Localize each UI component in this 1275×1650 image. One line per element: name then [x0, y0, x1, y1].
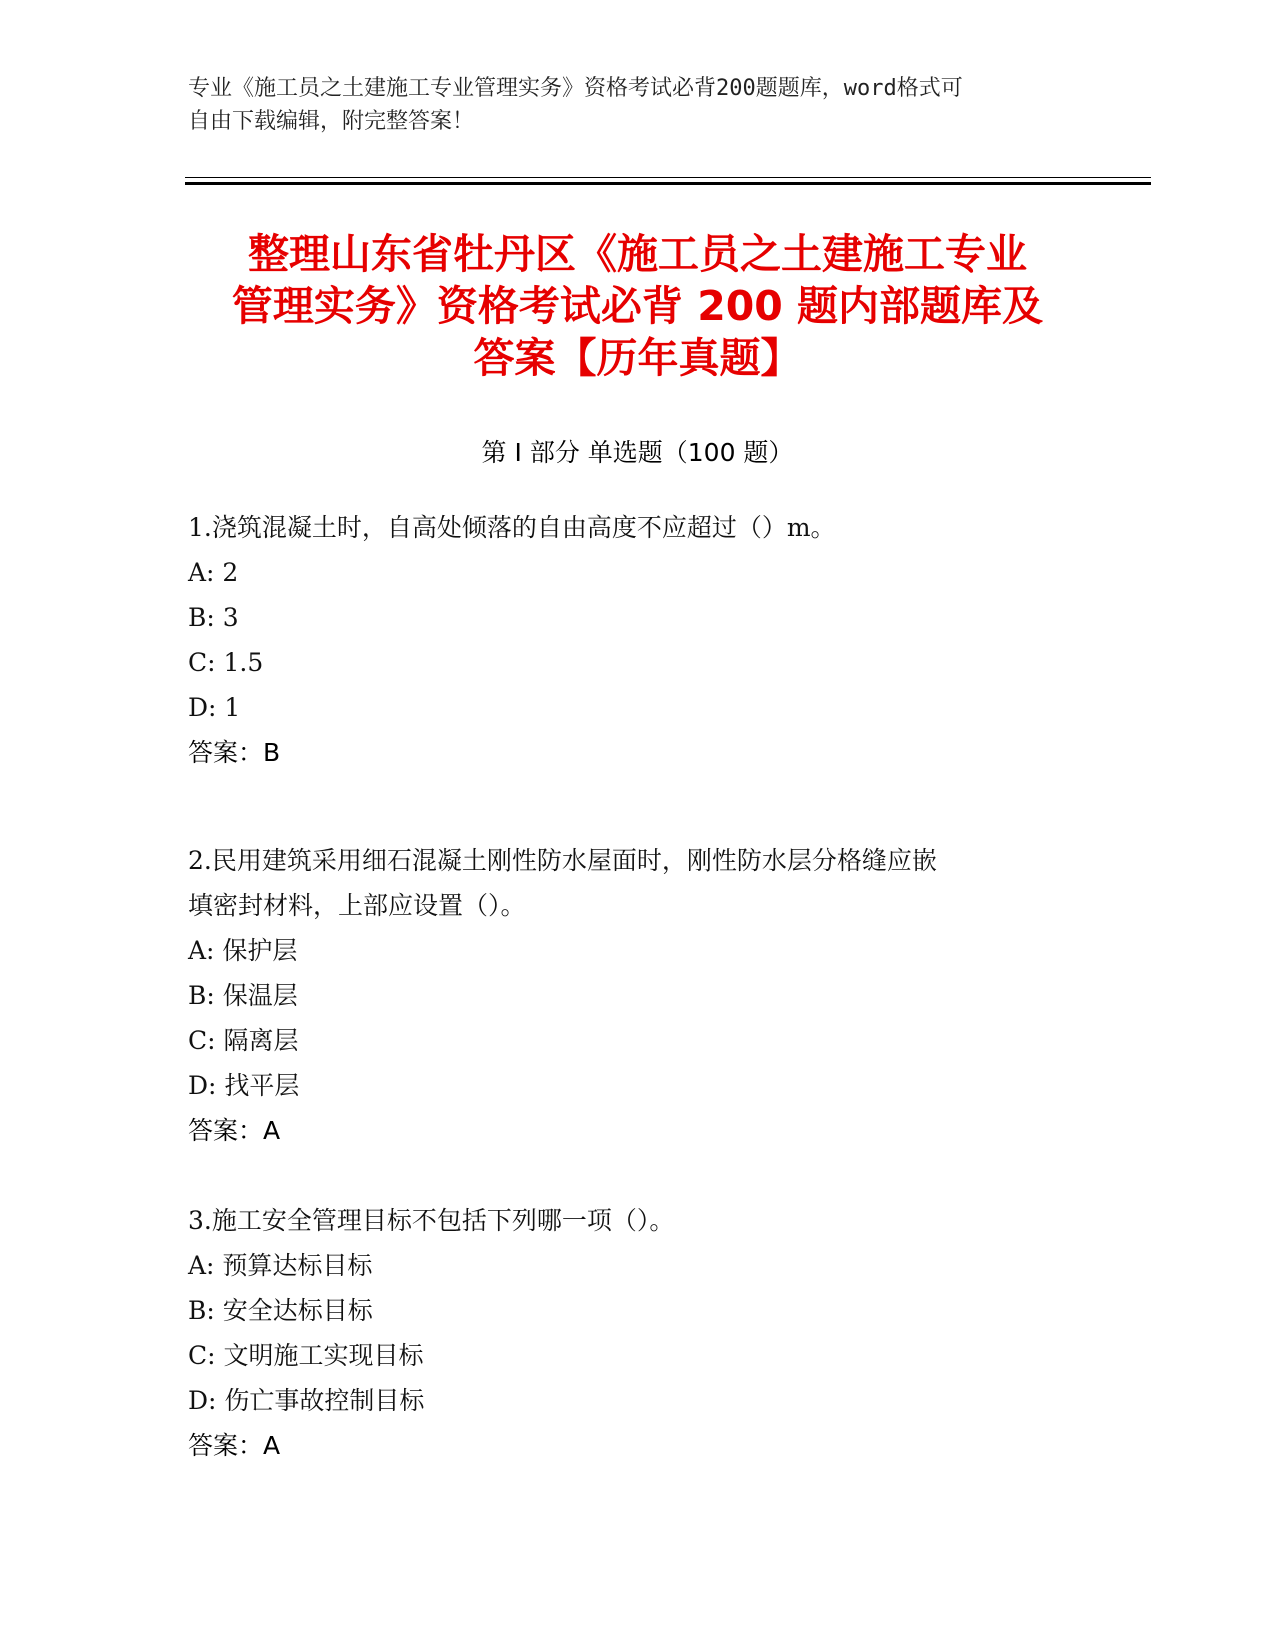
- document-title-line-2: 管理实务》资格考试必背 200 题内部题库及: [231, 282, 1044, 330]
- option-c: C: 1.5: [188, 648, 264, 677]
- option-d: D: 1: [188, 693, 241, 722]
- document-title-line-3: 答案【历年真题】: [473, 334, 802, 382]
- option-b: B: 安全达标目标: [188, 1296, 373, 1325]
- header-note: [188, 72, 1088, 138]
- header-divider-thin: [185, 177, 1151, 178]
- question-3: [188, 1198, 1088, 1468]
- option-d: D: 伤亡事故控制目标: [188, 1386, 425, 1415]
- question-2: [188, 838, 1088, 1153]
- question-stem-line: 填密封材料，上部应设置（）。: [188, 891, 526, 920]
- answer: 答案：B: [188, 738, 281, 767]
- option-b: B: 3: [188, 603, 239, 632]
- option-d: D: 找平层: [188, 1071, 300, 1100]
- question-1: [188, 505, 1088, 775]
- question-stem: [188, 1198, 1088, 1243]
- answer: 答案：A: [188, 1431, 281, 1460]
- option-c: C: 文明施工实现目标: [188, 1341, 424, 1370]
- question-stem-line: 2.民用建筑采用细石混凝土刚性防水屋面时，刚性防水层分格缝应嵌: [188, 846, 937, 875]
- section-heading: 第 I 部分 单选题（100 题）: [481, 438, 794, 467]
- option-a: A: 保护层: [188, 936, 298, 965]
- answer: 答案：A: [188, 1116, 281, 1145]
- document-title-line-1: 整理山东省牡丹区《施工员之土建施工专业: [248, 230, 1027, 278]
- question-stem-line: 3.施工安全管理目标不包括下列哪一项（）。: [188, 1206, 675, 1235]
- question-stem-line: 1.浇筑混凝土时，自高处倾落的自由高度不应超过（）m。: [188, 513, 836, 542]
- option-b: B: 保温层: [188, 981, 298, 1010]
- header-note-line-1: 专业《施工员之土建施工专业管理实务》资格考试必背200题题库，word格式可: [188, 76, 963, 101]
- question-stem: [188, 505, 1088, 550]
- option-a: A: 2: [188, 558, 239, 587]
- question-stem: [188, 838, 1088, 928]
- header-note-line-2: 自由下载编辑，附完整答案！: [188, 109, 475, 134]
- header-divider-thick: [185, 182, 1151, 185]
- option-c: C: 隔离层: [188, 1026, 299, 1055]
- option-a: A: 预算达标目标: [188, 1251, 373, 1280]
- document-title: [130, 228, 1145, 384]
